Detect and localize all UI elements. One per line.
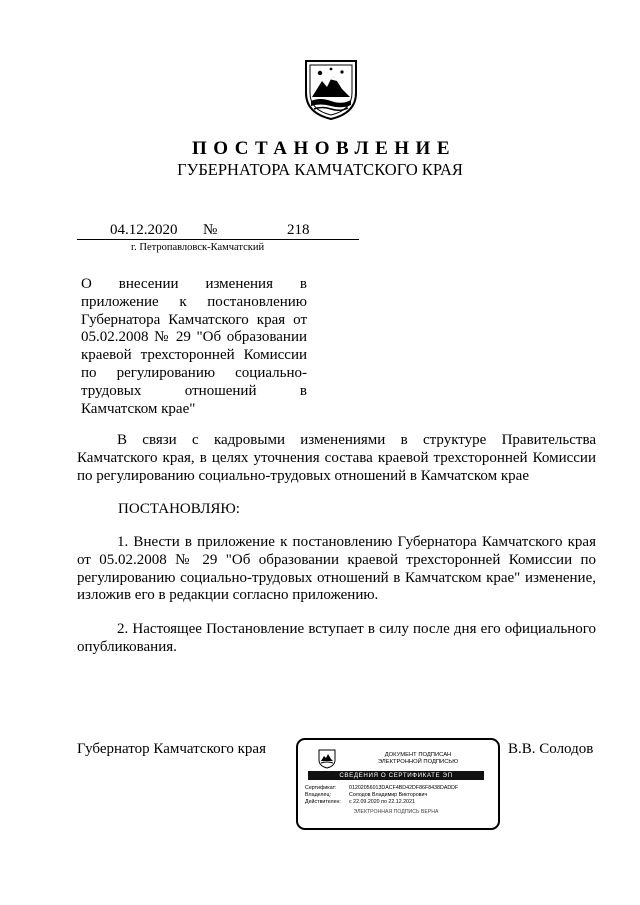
stamp-owner-label: Владелец: [305, 792, 331, 798]
stamp-certificate-value: 01202056013DACF4BD42DF86F8438DADDF [349, 785, 459, 791]
place-of-issue: г. Петропавловск-Камчатский [131, 242, 265, 253]
electronic-signature-stamp [296, 738, 500, 830]
document-subject: О внесении изменения в приложение к постановлению Губернатора Камчатского края от 05.02.2008 № 29 "Об образовании краевой трехсторонней Комиссии по регулированию социально-трудовых отношений в Камчатском крае" [81, 276, 307, 417]
stamp-coat-of-arms-icon [318, 749, 336, 769]
document-type-title: ПОСТАНОВЛЕНИЕ [191, 138, 457, 159]
signatory-position: Губернатор Камчатского края [77, 741, 266, 757]
stamp-footer: ЭЛЕКТРОННАЯ ПОДПИСЬ ВЕРНА [353, 809, 439, 815]
stamp-header-line-1: ДОКУМЕНТ ПОДПИСАН [384, 752, 452, 758]
document-number: 218 [287, 222, 310, 238]
stamp-certificate-row [305, 785, 458, 791]
stamp-owner-value: Солодов Владимир Викторович [349, 792, 428, 798]
clause-1: 1. Внести в приложение к постановлению Губернатора Камчатского края от 05.02.2008 № 29 "Об образовании краевой трехсторонней Комиссии по регулированию социально-трудовых отношений в Камчатском крае" изменение, изложив его в редакции согласно приложению. [77, 534, 596, 604]
preamble-paragraph: В связи с кадровыми изменениями в структуре Правительства Камчатского края, в целях уточнения состава краевой трехсторонней Комиссии по регулированию социально-трудовых отношений в Камчатском крае [77, 432, 596, 484]
stamp-validity-row [305, 799, 415, 805]
stamp-header-line-2: ЭЛЕКТРОННОЙ ПОДПИСЬЮ [377, 759, 459, 765]
stamp-certificate-bar: СВЕДЕНИЯ О СЕРТИФИКАТЕ ЭП [308, 771, 484, 780]
decree-word: ПОСТАНОВЛЯЮ: [118, 501, 240, 517]
kamchatka-coat-of-arms-icon [302, 57, 360, 121]
stamp-header [360, 752, 476, 766]
signatory-name: В.В. Солодов [508, 741, 594, 757]
stamp-validity-value: с 22.09.2020 по 22.12.2021 [349, 799, 415, 805]
number-sign: № [203, 222, 218, 238]
stamp-certificate-label: Сертификат: [305, 785, 337, 791]
stamp-owner-row [305, 792, 427, 798]
date-number-underline [77, 239, 359, 240]
stamp-validity-label: Действителен: [305, 799, 341, 805]
issuer-subtitle: ГУБЕРНАТОРА КАМЧАТСКОГО КРАЯ [177, 160, 463, 179]
document-date: 04.12.2020 [110, 222, 178, 238]
clause-2: 2. Настоящее Постановление вступает в силу после дня его официального опубликования. [77, 621, 596, 655]
